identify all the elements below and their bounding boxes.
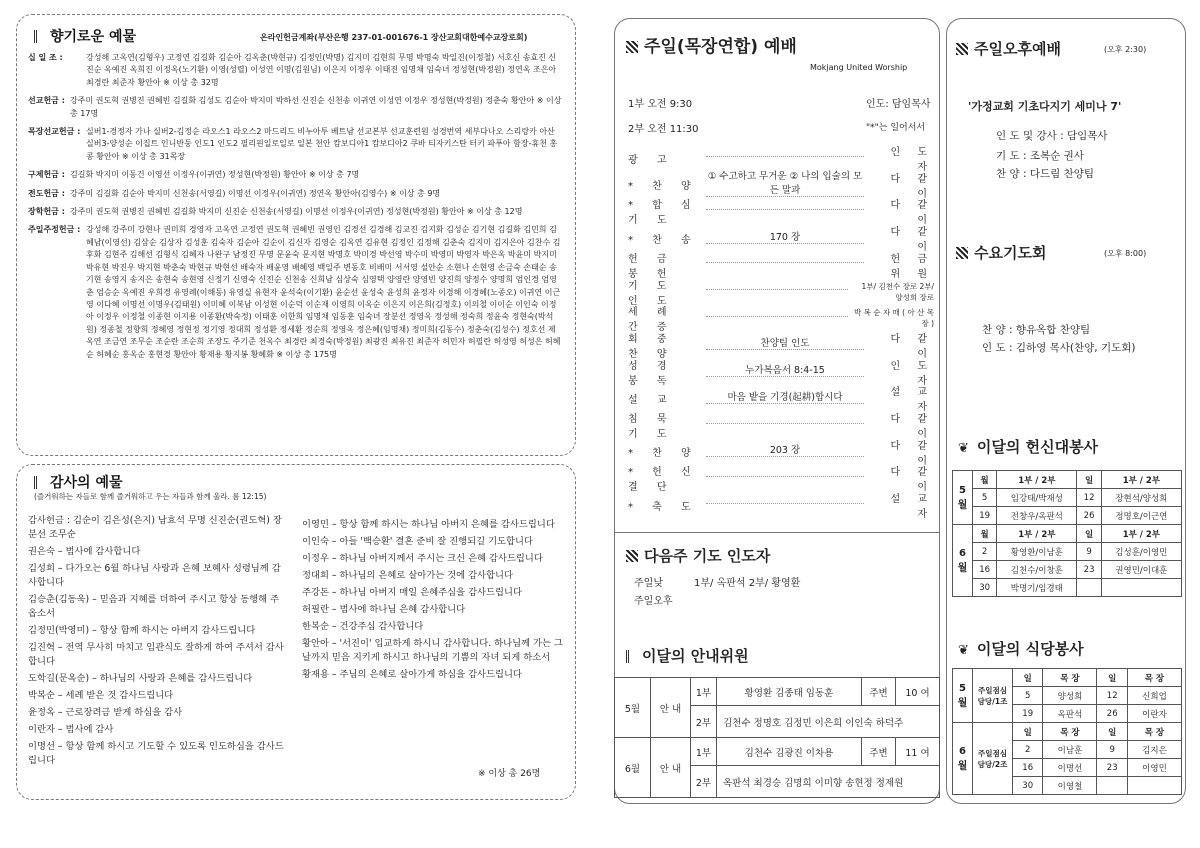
- ushers-title: 이달의 안내위원: [626, 645, 749, 666]
- head-cell: 월: [973, 525, 997, 543]
- month-cell: 6월: [953, 723, 973, 795]
- usher-names: 김천수 김광진 이차용: [717, 738, 862, 766]
- usher-extra: 주변: [862, 738, 896, 766]
- table-row: [953, 543, 1182, 561]
- table-cell: 이영철: [1043, 777, 1097, 795]
- offering-row: [28, 95, 562, 120]
- offering-list: [28, 52, 562, 367]
- cafeteria-title: ❦ 이달의 식당봉사: [958, 640, 1084, 658]
- table-cell: 황영환/이남훈: [997, 543, 1077, 561]
- worship-leader: 인도: 담임목사: [866, 99, 931, 110]
- head-cell: 목 장: [1043, 723, 1097, 741]
- worship-item-role: 다 같 이: [890, 173, 934, 200]
- offering-row: [28, 52, 562, 89]
- thanks-item: 이인숙 – 아들 '백승환' 결혼 준비 잘 진행되길 기도합니다: [302, 536, 533, 547]
- worship-item-role: 다 같 이: [890, 414, 934, 440]
- table-cell: 임강태/박재성: [997, 489, 1077, 507]
- thanks-item: 이란자 – 범사에 감사: [28, 724, 114, 735]
- afternoon-line-1: 인 도 및 강사 : 담임목사: [996, 130, 1108, 142]
- table-head-row: [953, 471, 1182, 489]
- head-cell: 일: [1013, 723, 1043, 741]
- table-cell: [1127, 777, 1181, 795]
- worship-item-name: 광 고: [628, 154, 675, 166]
- cafeteria-table: [952, 668, 1182, 795]
- table-row: [953, 579, 1182, 597]
- thanks-right-list: [302, 518, 564, 685]
- worship-item-name: 설 교: [628, 394, 675, 406]
- offering-title: 향기로운 예물: [34, 26, 136, 46]
- offering-row: [28, 224, 562, 360]
- usher-names: 김천수 정명호 김정민 이은희 이인숙 하덕주: [717, 706, 940, 738]
- offering-label: 장학헌금 :: [28, 207, 65, 217]
- usher-month: 5월: [615, 678, 651, 738]
- time-1: 1부 오전 9:30: [628, 99, 693, 110]
- table-cell: 김지은: [1127, 741, 1181, 759]
- table-cell: 권영민/이대훈: [1101, 561, 1181, 579]
- offering-names: 강성해 고옥연(김형우) 고정연 김길화 김순아 김옥춘(박현규) 김정인(박명) 김지미 김현희 무명 박명숙 박일진(이정철) 서호신 송효진 신진순 옥예진 옥희진 이정옥(노기환) 이영(성렬) 이성연 이명(김원님) 이은지 이정우 이태진 임명채 임숙녀 정성현(박정원) 정연옥 조은아 최경란 최준자 황안아 ※ 이상 총 32명: [86, 53, 557, 87]
- head-cell: 1부 / 2부: [997, 525, 1077, 543]
- table-cell: 12: [1077, 489, 1101, 507]
- table-cell: 박명기/임경태: [997, 579, 1077, 597]
- next-prayer-title: 다음주 기도 인도자: [626, 545, 770, 566]
- thanks-item: 김진혁 – 전역 무사히 마치고 임관식도 잘하게 하여 주셔서 감사합니다: [28, 642, 284, 667]
- afternoon-title: 주일오후예배: [956, 38, 1061, 59]
- offering-row: [28, 188, 562, 200]
- usher-role: 안 내: [651, 738, 691, 798]
- table-cell: 23: [1077, 561, 1101, 579]
- offering-label: 십 일 조 :: [28, 53, 63, 62]
- next-prayer-afternoon: 주일오후: [634, 596, 673, 607]
- worship-item-detail: [706, 476, 864, 477]
- thanks-item: 황재용 – 주님의 은혜로 살아가게 하심을 감사드립니다: [302, 669, 522, 680]
- offering-names: 강성해 강주미 강현나 권미희 경영자 고옥연 고정연 권도혁 권혜빈 권영인 김경선 김경해 김교진 김지화 김성순 김기현 김길화 김민희 김혜남(이영선) 김삼순 김상자 김성훈 김숙자 김순아 김순이 김신자 김영순 김옥연 김유현 김정인 김정해 김춘숙 김지미 김지은아 김찬수 김후화 김현주 김해선 김형식 김혜자 나완구 남정진 무명 문윤숙 문지현 박명호 박미경 박선영 박수미 박영미 박영자 박은옥 박윤미 박지미 박유현 박진우 박지현 박춘숙 박현규 박현선 배숙자 배윤영 배혜영 백일주 변동호 비배미 서서영 설안순 소현나 손현영 손금숙 손태순 송기현 송영지 송지은 송현숙 송현영 신정기 신영숙 신진순 신천송 신희남 심상숙 심영택 양영란 양영빈 양진희 양정수 양명희 엄인경 엄영춘 엄승순 옥예진 우희경 유영례(이해동) 유영실 유현자 윤석숙(이기환) 윤순선 윤성숙 윤성희 윤정자 이경해 이경혜(노종오) 이귀연 이근영 이다혜 이명선 이명우(김태원) 이미혜 이복남 이성현 이순덕 이순재 이영희 이옥순 이은지 이은희(김정호) 이의철 이이순 이인숙 이정아 이정우 이정철 이종현 이지용 이종환(박숙정) 이태훈 이한희 임명채 임동훈 임숙녀 장분선 정영옥 정성해 정숙희 정윤숙 정현숙(박석원) 정종철 정향희 정혜영 정현정 정기영 정대희 정성환 정세환 정순희 정영옥 정은혜(임명채) 정미희(김동수) 정춘숙(김성수) 정호선 제옥연 조금연 조무순 조순란 조순희 조장도 주기준 천옥수 최경란 최경숙(박정원) 최광진 최유진 최준자 허민자 허필란 허성영 허성은 허혜순 허혜순 홍옥순 홍현경 황안아 황재용 황지봉 황혜화 ※ 이상 총 175명: [86, 225, 561, 359]
- offering-label: 선교헌금 :: [28, 96, 65, 106]
- worship-item-role: 다 같 이: [890, 200, 934, 227]
- worship-item-detail: 203 장: [706, 442, 864, 457]
- head-cell: 일: [1097, 669, 1127, 687]
- worship-item-role: 다 같 이: [890, 227, 934, 254]
- worship-item-name: 세 례 간 증: [628, 307, 675, 334]
- thanks-item: 황안아 – '서진이' 입교하게 하시니 감사합니다. 하나님께 가는 그날까지 믿음 지키게 하시고 하나님의 기쁨의 자녀 되게 하소서: [302, 638, 563, 663]
- table-row: [953, 489, 1182, 507]
- flower-icon: ❦: [958, 441, 969, 456]
- worship-item-role: 설 교 자: [890, 387, 934, 414]
- worship-item: [628, 303, 934, 333]
- worship-item-role: 다 같 이: [890, 440, 934, 467]
- table-head-row: [953, 723, 1182, 741]
- table-cell: 이란자: [1127, 705, 1181, 723]
- thanks-total: ※ 이상 총 26명: [478, 769, 541, 779]
- worship-title: 주일(목장연합) 예배: [626, 32, 797, 57]
- usher-part: 2부: [691, 706, 717, 738]
- next-prayer-names: 1부/ 옥판석 2부/ 황영환: [694, 578, 801, 589]
- thanks-item: 김정민(박영미) – 항상 함께 하시는 아버지 감사드립니다: [28, 625, 256, 636]
- worship-item-detail: [706, 423, 864, 424]
- worship-item-detail: [706, 316, 848, 317]
- table-cell: 전창우/옥판석: [997, 507, 1077, 525]
- worship-item-name: * 찬 양: [628, 448, 699, 460]
- worship-item-detail: 170 장: [706, 229, 864, 244]
- table-cell: 신희업: [1127, 687, 1181, 705]
- table-cell: 장현석/양성희: [1101, 489, 1181, 507]
- thanks-item: 감사헌금 : 김순이 김은성(은지) 남효석 무명 신진순(권도혁) 장분선 조무순: [28, 515, 282, 540]
- bookmark-icon: [626, 650, 636, 663]
- worship-item-detail: 찬양팀 인도: [706, 335, 864, 350]
- table-cell: 옥판석: [1043, 705, 1097, 723]
- worship-item-name: 성 경 봉 독: [628, 360, 675, 387]
- afternoon-line-2: 기 도 : 조복순 권사: [996, 150, 1084, 162]
- table-cell: 30: [1013, 777, 1043, 795]
- seminar-title: '가정교회 기초다지기 세미나 7': [968, 100, 1122, 113]
- worship-item: [628, 357, 934, 387]
- worship-item-name: * 찬 송: [628, 234, 699, 246]
- table-cell: 23: [1097, 759, 1127, 777]
- table-cell: 16: [1013, 759, 1043, 777]
- thanks-item: 도학길(문옥순) – 하나님의 사랑과 은혜를 감사드립니다: [28, 673, 253, 684]
- usher-row: [615, 738, 940, 766]
- table-cell: 16: [973, 561, 997, 579]
- head-cell: 1부 / 2부: [1101, 471, 1181, 489]
- stand-note: "*"는 일어서서: [866, 123, 926, 133]
- thanks-verse: (즐거워하는 자들로 함께 즐거워하고 우는 자들과 함께 울라. 롬 12:15): [34, 492, 267, 501]
- thanks-item: 박복순 – 세례 받은 것 감사드립니다: [28, 690, 174, 701]
- head-cell: 월: [973, 471, 997, 489]
- usher-month: 6월: [615, 738, 651, 798]
- worship-item: [628, 170, 934, 200]
- offering-label: 구제헌금 :: [28, 170, 65, 180]
- usher-names: 황영환 김종태 임동훈: [717, 678, 862, 706]
- head-cell: 목 장: [1127, 723, 1181, 741]
- thanks-item: 권은숙 – 범사에 감사합니다: [28, 546, 141, 557]
- table-cell: 26: [1077, 507, 1101, 525]
- table-cell: [1101, 579, 1181, 597]
- worship-item-detail: [706, 209, 864, 210]
- table-cell: 9: [1097, 741, 1127, 759]
- thanks-left-list: [28, 514, 286, 771]
- checker-icon: [956, 247, 968, 259]
- worship-item: [628, 196, 934, 226]
- table-row: [953, 507, 1182, 525]
- worship-item-role: 인 도 자: [890, 360, 934, 387]
- table-row: [953, 561, 1182, 579]
- afternoon-time: (오후 2:30): [1104, 45, 1147, 54]
- table-cell: 이남훈: [1043, 741, 1097, 759]
- thanks-item: 이명선 – 항상 함께 하시고 기도할 수 있도록 인도하심을 감사드립니다: [28, 741, 284, 766]
- wednesday-time: (오후 8:00): [1104, 249, 1147, 258]
- checker-icon: [626, 41, 638, 53]
- offering-names: 김길화 박지미 이동건 이영선 이정우(이귀연) 정성현(박정원) 황안아 ※ 이상 총 7명: [70, 170, 360, 180]
- account-info: 온라인헌금계좌(부산은행 237-01-001676-1 장산교회대한예수교장로회): [260, 33, 528, 42]
- offering-row: [28, 169, 562, 181]
- table-cell: 정명호/이근연: [1101, 507, 1181, 525]
- table-cell: 이명선: [1043, 759, 1097, 777]
- group-cell: 주일점심 담당/2조: [973, 723, 1013, 795]
- divider-line: [614, 532, 940, 533]
- table-cell: 30: [973, 579, 997, 597]
- worship-subtitle: Mokjang United Worship: [810, 63, 908, 72]
- table-cell: 5: [973, 489, 997, 507]
- table-cell: 5: [1013, 687, 1043, 705]
- head-cell: 일: [1013, 669, 1043, 687]
- checker-icon: [626, 550, 638, 562]
- table-cell: 2: [973, 543, 997, 561]
- table-cell: 19: [1013, 705, 1043, 723]
- worship-item-name: * 합 심 기 도: [628, 200, 699, 227]
- wednesday-line-2: 인 도 : 김하영 목사(찬양, 기도회): [982, 342, 1136, 354]
- table-cell: [1077, 579, 1101, 597]
- offering-label: 전도헌금 :: [28, 188, 65, 198]
- offering-label: 주일주정헌금 :: [28, 225, 81, 235]
- worship-item-detail: [706, 289, 848, 290]
- worship-item-role: 헌 금 위 원: [890, 253, 934, 280]
- offering-label: 목장선교헌금 :: [28, 127, 81, 137]
- service-title: ❦ 이달의 헌신대봉사: [958, 438, 1099, 456]
- thanks-item: 한복순 – 건강주심 감사합니다: [302, 621, 424, 632]
- usher-part: 1부: [691, 678, 717, 706]
- worship-item: [628, 277, 934, 307]
- month-cell: 6월: [953, 525, 973, 597]
- worship-item-name: 헌 금 봉 헌: [628, 253, 675, 280]
- table-cell: 9: [1077, 543, 1101, 561]
- service-table: [952, 470, 1182, 597]
- month-cell: 5월: [953, 669, 973, 723]
- head-cell: 목 장: [1043, 669, 1097, 687]
- wednesday-title: 수요기도회: [956, 242, 1046, 263]
- worship-item-detail: [706, 503, 864, 504]
- thanks-item: 주강돈 – 하나님 아버지 매일 은혜주심을 감사드립니다: [302, 587, 522, 598]
- thanks-item: 정대희 – 하나님의 은혜로 살아가는 것에 감사합니다: [302, 570, 513, 581]
- worship-item-detail: 마음 밭을 기경(起耕)합시다: [706, 389, 864, 404]
- thanks-item: 김성희 – 다가오는 6월 하나님 사랑과 은혜 보혜사 성령님께 감사합니다: [28, 563, 281, 588]
- offering-row: [28, 206, 562, 218]
- worship-item-role: 박 복 순 자 매 ( 아 산 목 장 ): [854, 308, 934, 329]
- worship-item-detail: [706, 156, 864, 157]
- usher-part: 2부: [691, 766, 717, 798]
- table-cell: 김천수/이창훈: [997, 561, 1077, 579]
- offering-names: 실버1-경정자 가나 실버2-김정순 라오스1 라오스2 마드리드 비누아투 베트남 선교본부 선교훈련원 성경번역 세부다나오 스리랑카 아산 실버3-양성순 이집트 인니반둥 인도1 인도2 필리핀일로일로 일본 천안 캄보디아1 캄보디아2 쿠바 티자키스탄 터키 파푸아 함장-휴천 홍콩 황안아 ※ 이상 총 31목장: [86, 127, 558, 161]
- checker-icon: [956, 43, 968, 55]
- ushers-table: [614, 677, 940, 798]
- usher-role: 안 내: [651, 678, 691, 738]
- group-cell: 주일점심 담당/1조: [973, 669, 1013, 723]
- usher-extra-names: 10 여: [896, 678, 940, 706]
- table-cell: 이영민: [1127, 759, 1181, 777]
- worship-item-name: 회 중 찬 양: [628, 333, 675, 360]
- table-cell: 12: [1097, 687, 1127, 705]
- head-cell: 1부 / 2부: [997, 471, 1077, 489]
- offering-names: 강주미 권도혁 권병진 권혜빈 김길화 김성도 김순아 박지미 박하선 신진순 신천송 이귀연 이성연 이정우 정성현(박정원) 정춘숙 황안아 ※ 이상 총 17명: [70, 96, 562, 118]
- bookmark-icon: [34, 476, 44, 489]
- afternoon-line-3: 찬 양 : 다드림 찬양팀: [996, 168, 1095, 180]
- worship-item-detail: 누가복음서 8:4-15: [706, 362, 864, 377]
- table-cell: 19: [973, 507, 997, 525]
- bookmark-icon: [34, 30, 44, 43]
- worship-item-name: * 찬 양: [628, 181, 699, 193]
- worship-item-name: * 축 도: [628, 501, 699, 513]
- thanks-item: 이정우 – 하나님 아버지께서 주시는 크신 은혜 감사드립니다: [302, 553, 543, 564]
- flower-icon: ❦: [958, 643, 969, 658]
- worship-item-detail: ① 수고하고 무거운 ② 나의 입술의 모든 말과: [706, 168, 864, 197]
- thanks-title: 감사의 예물: [34, 472, 123, 492]
- offering-names: 강주미 김길화 김순아 박지미 신천송(서영길) 이명선 이정우(이귀연) 정연옥 황안아(김영수) ※ 이상 총 9명: [70, 188, 441, 198]
- thanks-item: 김승춘(김동욱) – 믿음과 지혜를 더하여 주시고 항상 동행해 주옵소서: [28, 594, 280, 619]
- worship-item: [628, 410, 934, 440]
- worship-item-role: 다 같 이: [890, 467, 934, 494]
- thanks-item: 윤정옥 – 근로장려금 받게 하심을 감사: [28, 707, 183, 718]
- thanks-item: 허필란 – 범사에 하나님 은혜 감사합니다: [302, 604, 466, 615]
- worship-item: [628, 330, 934, 360]
- table-cell: 2: [1013, 741, 1043, 759]
- worship-item-role: 1부/ 김천수 장로 2부/ 양성희 장로: [861, 281, 934, 302]
- head-cell: 목 장: [1127, 669, 1181, 687]
- time-2: 2부 오전 11:30: [628, 124, 699, 135]
- head-cell: 일: [1077, 525, 1101, 543]
- usher-extra: 주변: [862, 678, 896, 706]
- month-cell: 5월: [953, 471, 973, 525]
- usher-extra-names: 11 여: [896, 738, 940, 766]
- usher-row: [615, 678, 940, 706]
- head-cell: 1부 / 2부: [1101, 525, 1181, 543]
- table-cell: 양성희: [1043, 687, 1097, 705]
- worship-item-role: 인 도 자: [890, 147, 934, 173]
- head-cell: 일: [1097, 723, 1127, 741]
- head-cell: 일: [1077, 471, 1101, 489]
- worship-item: [628, 463, 934, 493]
- worship-item-name: 기 도 인 도: [628, 280, 675, 307]
- offering-row: [28, 126, 562, 163]
- usher-part: 1부: [691, 738, 717, 766]
- table-head-row: [953, 525, 1182, 543]
- table-head-row: [953, 669, 1182, 687]
- usher-names: 옥판석 최경승 김명희 이미향 송현정 정제원: [717, 766, 940, 798]
- worship-item: [628, 490, 934, 520]
- offering-names: 강주미 권도혁 권병진 권혜빈 김길화 박지미 신진순 신천송(서영길) 이명선 이정우(이귀연) 정성현(박정원) 황안아 ※ 이상 총 12명: [70, 207, 523, 217]
- worship-item-name: 침 묵 기 도: [628, 414, 675, 440]
- worship-item: [628, 250, 934, 280]
- worship-item-name: * 헌 신 결 단: [628, 467, 699, 494]
- next-prayer-day: 주일낮: [634, 578, 663, 589]
- wednesday-line-1: 찬 양 : 향유옥합 찬양팀: [982, 324, 1091, 336]
- worship-item: [628, 223, 934, 253]
- worship-item-role: 설 교 자: [890, 494, 934, 521]
- worship-item-role: 다 같 이: [890, 333, 934, 360]
- worship-item-detail: [706, 262, 864, 263]
- thanks-item: 이영민 – 항상 함께 하시는 하나님 아버지 은혜를 감사드립니다: [302, 519, 555, 530]
- worship-item: [628, 383, 934, 413]
- worship-item: [628, 437, 934, 467]
- table-cell: [1097, 777, 1127, 795]
- table-cell: 26: [1097, 705, 1127, 723]
- table-cell: 김성훈/이영민: [1101, 543, 1181, 561]
